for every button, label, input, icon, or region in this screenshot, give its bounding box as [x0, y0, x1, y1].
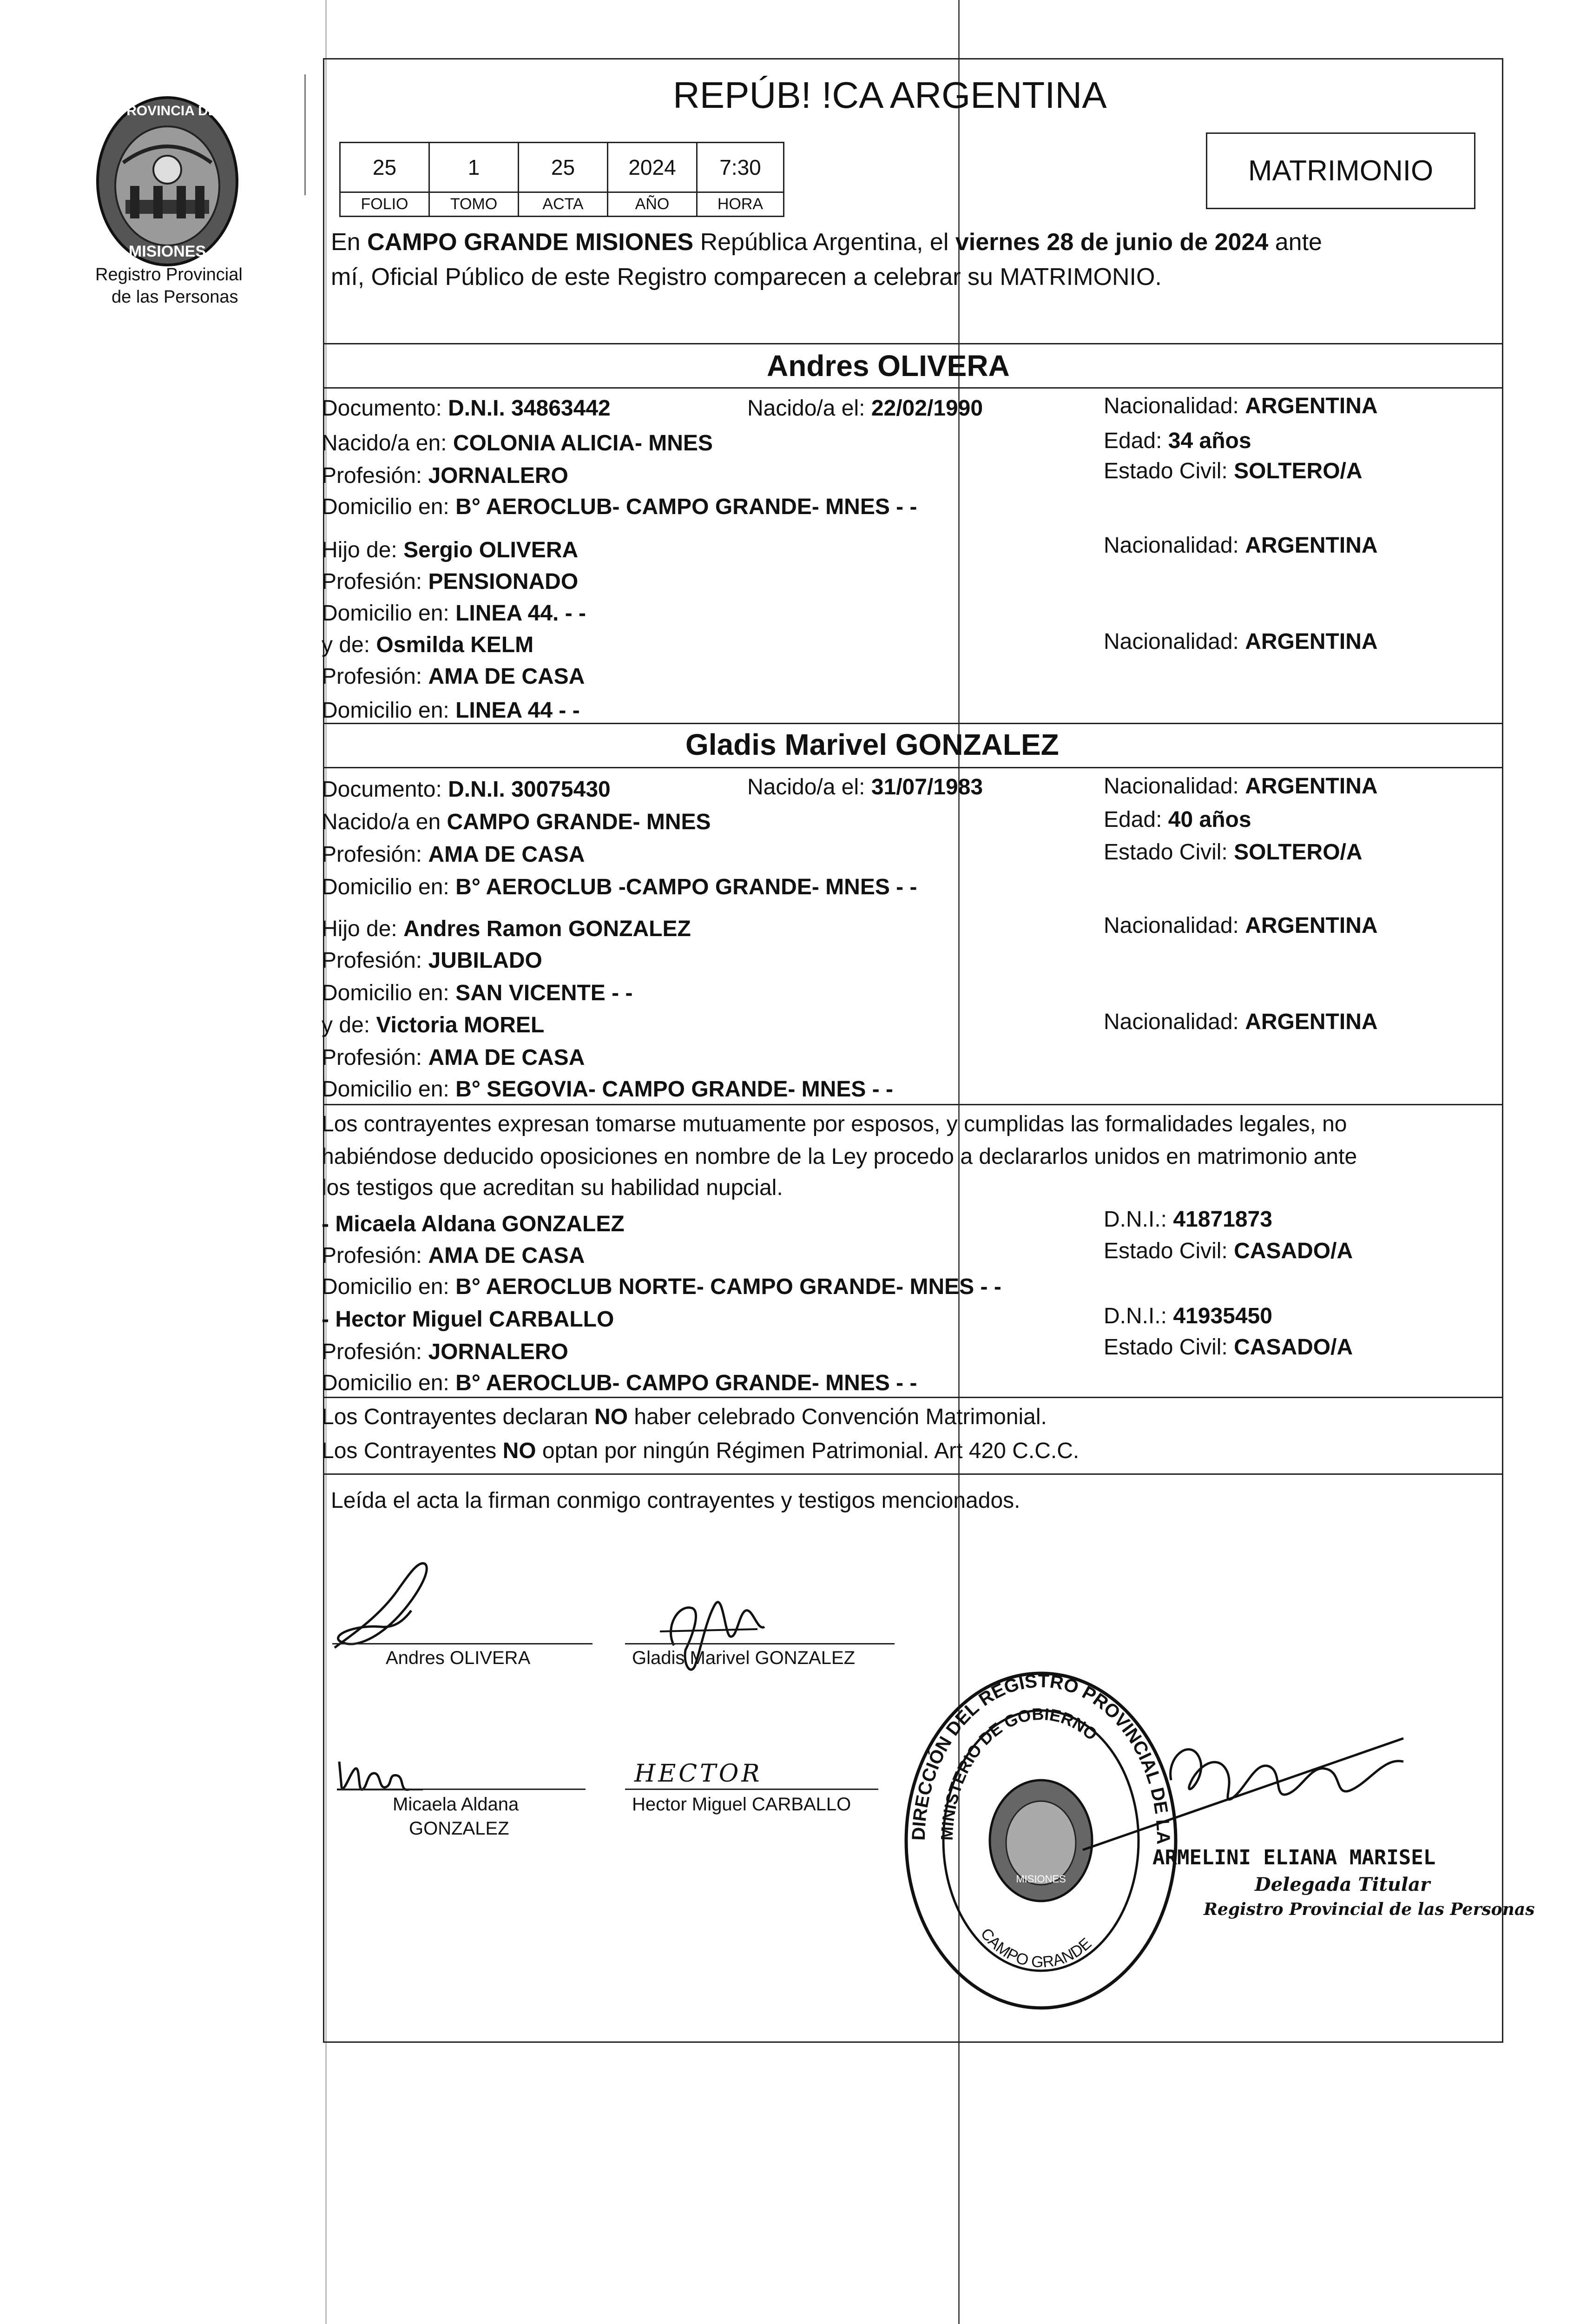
- official-signature: [1069, 1710, 1441, 1862]
- groom-father-address: Domicilio en: LINEA 44. - -: [322, 601, 586, 626]
- svg-text:CAMPO GRANDE: CAMPO GRANDE: [977, 1925, 1095, 1971]
- divider: [323, 387, 1503, 389]
- groom-nationality: Nacionalidad: ARGENTINA: [1104, 394, 1378, 418]
- svg-text:MISIONES: MISIONES: [1016, 1873, 1066, 1885]
- witness1-profession: Profesión: AMA DE CASA: [322, 1243, 585, 1268]
- province-logo: [91, 93, 244, 270]
- bride-mother-profession: Profesión: AMA DE CASA: [322, 1045, 585, 1070]
- groom-mother: y de: Osmilda KELM: [322, 633, 534, 657]
- bride-father-profession: Profesión: JUBILADO: [322, 948, 542, 973]
- acta-value: 25: [518, 142, 608, 193]
- doc-type-badge: MATRIMONIO: [1206, 132, 1475, 209]
- bride-signature-label: Gladis Marivel GONZALEZ: [632, 1648, 856, 1668]
- witness2-civil-status: Estado Civil: CASADO/A: [1104, 1335, 1353, 1360]
- bride-mother-nationality: Nacionalidad: ARGENTINA: [1104, 1010, 1378, 1034]
- witness1-civil-status: Estado Civil: CASADO/A: [1104, 1239, 1353, 1263]
- bride-age: Edad: 40 años: [1104, 807, 1251, 832]
- folio-label: FOLIO: [339, 191, 430, 217]
- groom-address: Domicilio en: B° AEROCLUB- CAMPO GRANDE- MNES - -: [322, 495, 917, 519]
- bride-birthdate: Nacido/a el: 31/07/1983: [747, 775, 983, 799]
- divider: [323, 1473, 1503, 1475]
- bride-father: Hijo de: Andres Ramon GONZALEZ: [322, 917, 691, 941]
- signature-line: [625, 1643, 895, 1644]
- bride-father-address: Domicilio en: SAN VICENTE - -: [322, 981, 633, 1005]
- signature-line: [339, 1789, 586, 1790]
- bride-mother: y de: Victoria MOREL: [322, 1013, 545, 1037]
- witness1-dni: D.N.I.: 41871873: [1104, 1207, 1272, 1232]
- groom-birthdate: Nacido/a el: 22/02/1990: [747, 396, 983, 421]
- witness1-name: - Micaela Aldana GONZALEZ: [322, 1212, 625, 1236]
- groom-mother-profession: Profesión: AMA DE CASA: [322, 664, 585, 689]
- acta-label: ACTA: [518, 191, 608, 217]
- convention-line2: Los Contrayentes NO optan por ningún Régimen Patrimonial. Art 420 C.C.C.: [322, 1439, 1080, 1463]
- witness2-signature-label: Hector Miguel CARBALLO: [632, 1794, 851, 1815]
- groom-profession: Profesión: JORNALERO: [322, 463, 568, 488]
- witness2-address: Domicilio en: B° AEROCLUB- CAMPO GRANDE- MNES - -: [322, 1371, 917, 1395]
- bride-name: Gladis Marivel GONZALEZ: [685, 728, 1059, 761]
- year-value: 2024: [607, 142, 698, 193]
- hour-value: 7:30: [696, 142, 784, 193]
- groom-father: Hijo de: Sergio OLIVERA: [322, 538, 579, 562]
- page-title: REPÚB! !CA ARGENTINA: [673, 74, 1107, 116]
- groom-father-profession: Profesión: PENSIONADO: [322, 569, 579, 594]
- divider: [323, 1397, 1503, 1398]
- intro-line2: mí, Oficial Público de este Registro comparecen a celebrar su MATRIMONIO.: [331, 264, 1162, 290]
- groom-name: Andres OLIVERA: [767, 349, 1010, 383]
- witness1-signature-label-2: GONZALEZ: [409, 1818, 509, 1839]
- convention-line1: Los Contrayentes declaran NO haber celebrado Convención Matrimonial.: [322, 1405, 1047, 1429]
- official-name: ARMELINI ELIANA MARISEL: [1152, 1846, 1436, 1869]
- divider: [323, 723, 1503, 724]
- groom-birthplace: Nacido/a en: COLONIA ALICIA- MNES: [322, 431, 713, 456]
- witness1-address: Domicilio en: B° AEROCLUB NORTE- CAMPO GRANDE- MNES - -: [322, 1274, 1001, 1299]
- year-label: AÑO: [607, 191, 698, 217]
- declaration-line3: los testigos que acreditan su habilidad nupcial.: [322, 1175, 783, 1200]
- tomo-label: TOMO: [428, 191, 519, 217]
- groom-civil-status: Estado Civil: SOLTERO/A: [1104, 459, 1363, 483]
- witness2-handwritten-name: HECTOR: [634, 1760, 763, 1788]
- svg-text:DIRECCIÓN DEL REGISTRO PROVINC: DIRECCIÓN DEL REGISTRO PROVINCIAL DE LA: [908, 1670, 1174, 1845]
- logo-caption-line2: de las Personas: [112, 287, 238, 307]
- bride-birthplace: Nacido/a en CAMPO GRANDE- MNES: [322, 810, 711, 834]
- groom-father-nationality: Nacionalidad: ARGENTINA: [1104, 533, 1378, 558]
- witness2-dni: D.N.I.: 41935450: [1104, 1304, 1272, 1328]
- groom-mother-address: Domicilio en: LINEA 44 - -: [322, 698, 580, 723]
- bride-profession: Profesión: AMA DE CASA: [322, 842, 585, 867]
- bride-address: Domicilio en: B° AEROCLUB -CAMPO GRANDE- MNES - -: [322, 875, 917, 899]
- bride-mother-address: Domicilio en: B° SEGOVIA- CAMPO GRANDE- MNES - -: [322, 1077, 893, 1102]
- scan-artifact-line: [304, 74, 306, 195]
- official-role: Delegada Titular: [1255, 1874, 1430, 1895]
- hour-label: HORA: [696, 191, 784, 217]
- tomo-value: 1: [428, 142, 519, 193]
- logo-caption-line1: Registro Provincial: [95, 265, 243, 284]
- bride-nationality: Nacionalidad: ARGENTINA: [1104, 774, 1378, 799]
- svg-text:PROVINCIA DE: PROVINCIA DE: [117, 103, 217, 119]
- groom-signature-label: Andres OLIVERA: [386, 1648, 531, 1668]
- signature-line: [332, 1643, 592, 1644]
- bride-father-nationality: Nacionalidad: ARGENTINA: [1104, 913, 1378, 938]
- witness2-profession: Profesión: JORNALERO: [322, 1340, 568, 1364]
- signature-line: [625, 1789, 878, 1790]
- groom-document: Documento: D.N.I. 34863442: [322, 396, 611, 421]
- declaration-line2: habiéndose deducido oposiciones en nombre de la Ley procedo a declararlos unidos en matrimonio ante: [322, 1144, 1357, 1169]
- bride-document: Documento: D.N.I. 30075430: [322, 777, 611, 802]
- divider: [323, 343, 1503, 344]
- divider: [323, 767, 1503, 768]
- official-org: Registro Provincial de las Personas: [1204, 1900, 1535, 1919]
- divider: [323, 1104, 1503, 1105]
- witness1-signature-label-1: Micaela Aldana: [393, 1794, 519, 1815]
- groom-mother-nationality: Nacionalidad: ARGENTINA: [1104, 629, 1378, 654]
- bride-civil-status: Estado Civil: SOLTERO/A: [1104, 840, 1363, 865]
- groom-age: Edad: 34 años: [1104, 429, 1251, 453]
- svg-text:MINISTERIO DE GOBIERNO: MINISTERIO DE GOBIERNO: [937, 1704, 1101, 1841]
- svg-text:MISIONES: MISIONES: [128, 243, 206, 260]
- witness2-name: - Hector Miguel CARBALLO: [322, 1307, 614, 1332]
- declaration-line1: Los contrayentes expresan tomarse mutuamente por esposos, y cumplidas las formalidades legales, no: [322, 1112, 1347, 1136]
- intro-line1: En CAMPO GRANDE MISIONES República Argentina, el viernes 28 de junio de 2024 ante: [331, 229, 1322, 256]
- closing-text: Leída el acta la firman conmigo contrayentes y testigos mencionados.: [331, 1488, 1020, 1513]
- folio-value: 25: [339, 142, 430, 193]
